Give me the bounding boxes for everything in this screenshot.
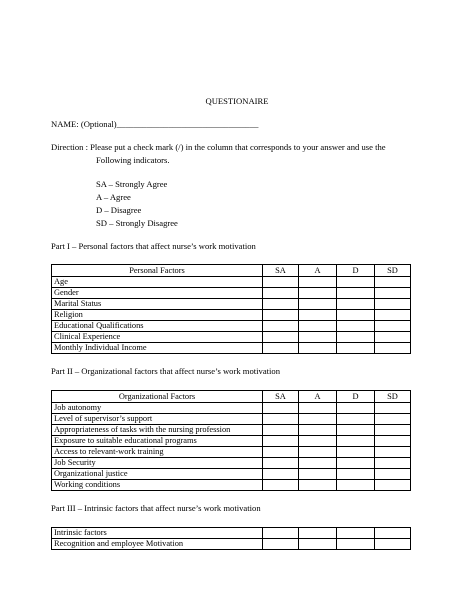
check-cell-sa[interactable] [263,528,299,539]
check-cell-d[interactable] [337,458,375,469]
row-label: Working conditions [52,480,263,491]
table-header-row [52,391,411,403]
check-cell-d[interactable] [337,528,375,539]
check-cell-a[interactable] [299,480,337,491]
check-cell-sa[interactable] [263,288,299,299]
check-cell-d[interactable] [337,414,375,425]
check-cell-sa[interactable] [263,469,299,480]
check-cell-sa[interactable] [263,480,299,491]
check-cell-d[interactable] [337,310,375,321]
personal-factors-table [51,264,411,354]
header-d: D [337,265,375,277]
check-cell-sd[interactable] [375,458,411,469]
table-row [52,414,411,425]
header-sa: SA [263,391,299,403]
check-cell-sd[interactable] [375,469,411,480]
check-cell-a[interactable] [299,425,337,436]
table-row [52,458,411,469]
row-label: Recognition and employee Motivation [52,539,263,550]
row-label: Marital Status [52,299,263,310]
table-row [52,321,411,332]
header-sa: SA [263,265,299,277]
check-cell-sd[interactable] [375,539,411,550]
check-cell-sa[interactable] [263,414,299,425]
check-cell-d[interactable] [337,343,375,354]
check-cell-a[interactable] [299,343,337,354]
check-cell-d[interactable] [337,436,375,447]
check-cell-sa[interactable] [263,321,299,332]
check-cell-a[interactable] [299,539,337,550]
check-cell-a[interactable] [299,436,337,447]
check-cell-d[interactable] [337,480,375,491]
row-label: Level of supervisor’s support [52,414,263,425]
row-label: Monthly Individual Income [52,343,263,354]
table-row [52,288,411,299]
table-row [52,425,411,436]
check-cell-d[interactable] [337,469,375,480]
check-cell-d[interactable] [337,425,375,436]
check-cell-sd[interactable] [375,414,411,425]
check-cell-a[interactable] [299,277,337,288]
check-cell-a[interactable] [299,528,337,539]
table-row [52,528,411,539]
table-row [52,310,411,321]
row-label: Job Security [52,458,263,469]
check-cell-a[interactable] [299,403,337,414]
intrinsic-factors-table [51,527,411,550]
header-a: A [299,265,337,277]
header-sd: SD [375,391,411,403]
row-label: Religion [52,310,263,321]
header-a: A [299,391,337,403]
check-cell-sd[interactable] [375,403,411,414]
check-cell-sa[interactable] [263,277,299,288]
check-cell-d[interactable] [337,447,375,458]
check-cell-sd[interactable] [375,447,411,458]
check-cell-d[interactable] [337,321,375,332]
check-cell-sa[interactable] [263,447,299,458]
check-cell-sa[interactable] [263,332,299,343]
check-cell-sd[interactable] [375,425,411,436]
check-cell-d[interactable] [337,288,375,299]
check-cell-sa[interactable] [263,343,299,354]
indicator-sa: SA – Strongly Agree [96,179,168,189]
check-cell-sa[interactable] [263,425,299,436]
check-cell-sd[interactable] [375,528,411,539]
row-label: Job autonomy [52,403,263,414]
row-label: Clinical Experience [52,332,263,343]
table-row [52,277,411,288]
table-row [52,403,411,414]
check-cell-sd[interactable] [375,288,411,299]
check-cell-a[interactable] [299,332,337,343]
header-organizational-factors: Organizational Factors [52,391,263,403]
check-cell-sa[interactable] [263,436,299,447]
check-cell-sd[interactable] [375,332,411,343]
check-cell-sd[interactable] [375,343,411,354]
check-cell-a[interactable] [299,310,337,321]
check-cell-sa[interactable] [263,299,299,310]
table-row [52,447,411,458]
check-cell-a[interactable] [299,288,337,299]
table-row [52,343,411,354]
table-row [52,436,411,447]
check-cell-a[interactable] [299,469,337,480]
row-label: Organizational justice [52,469,263,480]
part3-heading: Part III – Intrinsic factors that affect nurse’s work motivation [51,503,261,513]
organizational-factors-table [51,390,411,491]
table-row [52,480,411,491]
check-cell-sd[interactable] [375,310,411,321]
row-label: Exposure to suitable educational programs [52,436,263,447]
check-cell-d[interactable] [337,539,375,550]
header-sd: SD [375,265,411,277]
direction-text-line-2: Following indicators. [96,155,170,165]
indicator-d: D – Disagree [96,205,142,215]
table-row [52,332,411,343]
check-cell-sd[interactable] [375,321,411,332]
check-cell-sd[interactable] [375,299,411,310]
header-d: D [337,391,375,403]
row-label: Age [52,277,263,288]
check-cell-d[interactable] [337,403,375,414]
table-row [52,469,411,480]
check-cell-a[interactable] [299,458,337,469]
row-label: Access to relevant-work training [52,447,263,458]
check-cell-d[interactable] [337,277,375,288]
check-cell-a[interactable] [299,414,337,425]
part1-heading: Part I – Personal factors that affect nurse’s work motivation [51,241,256,251]
table-row [52,299,411,310]
check-cell-sa[interactable] [263,403,299,414]
check-cell-sd[interactable] [375,436,411,447]
part2-heading: Part II – Organizational factors that affect nurse’s work motivation [51,366,281,376]
check-cell-d[interactable] [337,332,375,343]
row-label: Educational Qualifications [52,321,263,332]
check-cell-sd[interactable] [375,277,411,288]
check-cell-d[interactable] [337,299,375,310]
row-label: Gender [52,288,263,299]
indicator-sd: SD – Strongly Disagree [96,218,178,228]
direction-text-line-1: Direction : Please put a check mark (/) in the column that corresponds to your answer and use the [51,142,386,152]
check-cell-sa[interactable] [263,458,299,469]
check-cell-a[interactable] [299,447,337,458]
check-cell-a[interactable] [299,321,337,332]
check-cell-a[interactable] [299,299,337,310]
name-field-line: NAME: (Optional)_________________________________ [51,119,259,129]
indicator-a: A – Agree [96,192,131,202]
header-personal-factors: Personal Factors [52,265,263,277]
check-cell-sa[interactable] [263,310,299,321]
document-title: QUESTIONAIRE [205,96,269,106]
table-row [52,539,411,550]
check-cell-sd[interactable] [375,480,411,491]
row-label: Appropriateness of tasks with the nursing profession [52,425,263,436]
row-label: Intrinsic factors [52,528,263,539]
table-header-row [52,265,411,277]
check-cell-sa[interactable] [263,539,299,550]
